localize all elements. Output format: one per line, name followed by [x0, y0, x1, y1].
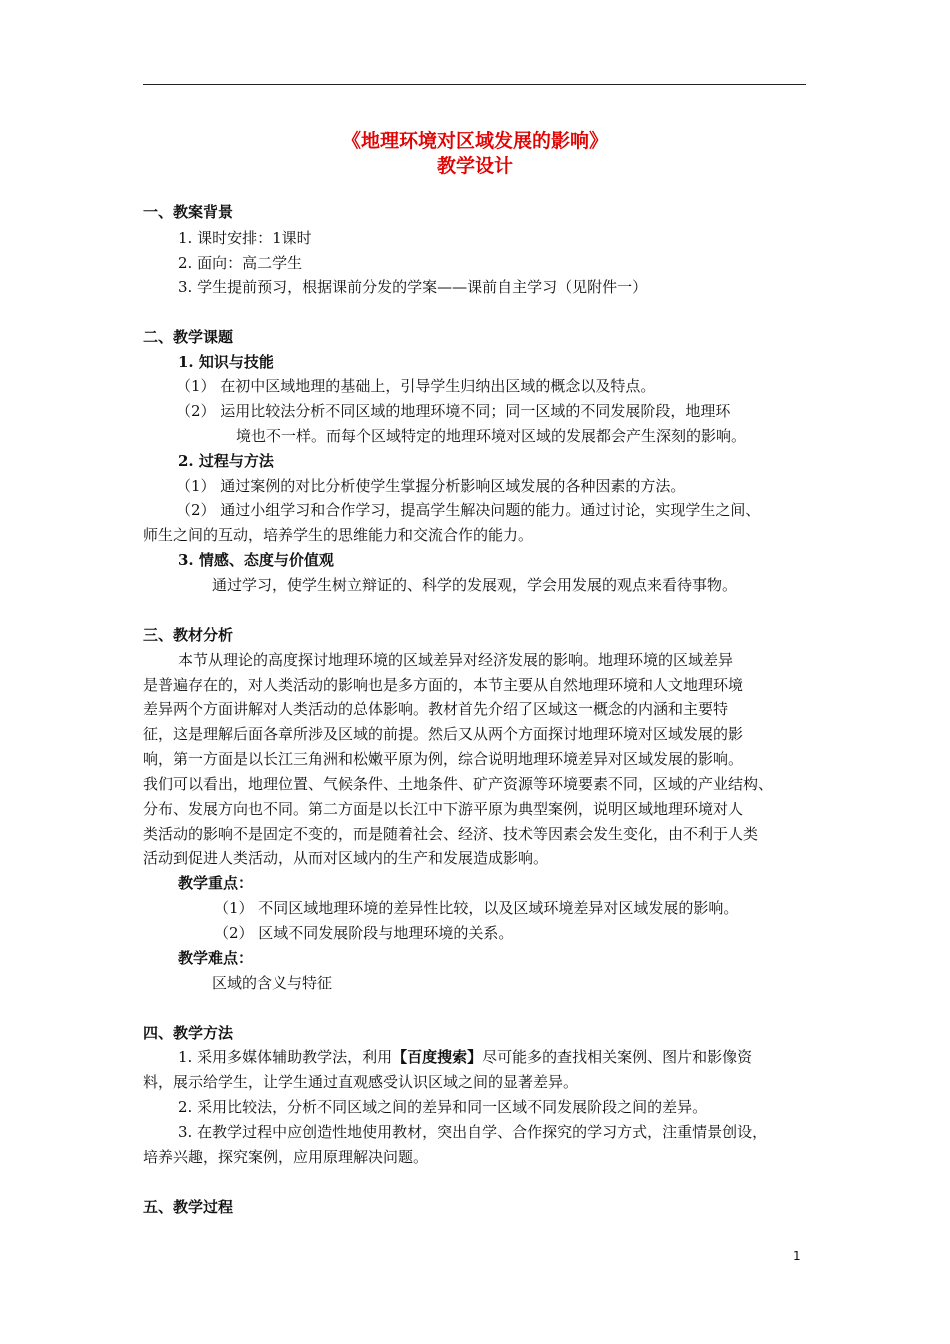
document-title: 《地理环境对区域发展的影响》 [341, 130, 608, 152]
section-2-heading: 二、教学课题 [143, 328, 234, 346]
s2-process-1: （1） 通过案例的对比分析使学生掌握分析影响区域发展的各种因素的方法。 [176, 477, 686, 495]
s1-item-3: 3. 学生提前预习，根据课前分发的学案——课前自主学习（见附件一） [178, 278, 648, 296]
s4-method-1b: 料，展示给学生，让学生通过直观感受认识区域之间的显著差异。 [143, 1073, 579, 1091]
s2-knowledge-2a: （2） 运用比较法分析不同区域的地理环境不同；同一区域的不同发展阶段，地理环 [176, 402, 731, 420]
s4-method-1-pre: 1. 采用多媒体辅助教学法，利用 [178, 1048, 393, 1066]
baidu-search-term: 【百度搜索】 [392, 1048, 483, 1066]
s3-difficulty-label: 教学难点： [178, 949, 254, 967]
s3-para-line-9: 活动到促进人类活动，从而对区域内的生产和发展造成影响。 [143, 849, 549, 867]
s3-para-line-1: 本节从理论的高度探讨地理环境的区域差异对经济发展的影响。地理环境的区域差异 [178, 651, 734, 669]
s2-sub-attitude: 3. 情感、态度与价值观 [178, 551, 334, 569]
page-number: 1 [793, 1249, 801, 1263]
s1-item-2: 2. 面向：高二学生 [178, 254, 303, 272]
s4-method-1a [178, 1047, 752, 1067]
s1-item-1: 1. 课时安排：1课时 [178, 229, 312, 247]
s3-para-line-5: 响，第一方面是以长江三角洲和松嫩平原为例，综合说明地理环境差异对区域发展的影响。 [143, 750, 744, 768]
s4-method-3a: 3. 在教学过程中应创造性地使用教材，突出自学、合作探究的学习方式，注重情景创设， [178, 1123, 768, 1141]
s3-key-point-1: （1） 不同区域地理环境的差异性比较，以及区域环境差异对区域发展的影响。 [214, 899, 739, 917]
s2-process-2b: 师生之间的互动，培养学生的思维能力和交流合作的能力。 [143, 526, 534, 544]
s3-para-line-4: 征，这是理解后面各章所涉及区域的前提。然后又从两个方面探讨地理环境对区域发展的影 [143, 725, 744, 743]
section-1-heading: 一、教案背景 [143, 203, 234, 221]
section-3-heading: 三、教材分析 [143, 626, 234, 644]
s3-para-line-8: 类活动的影响不是固定不变的，而是随着社会、经济、技术等因素会发生变化，由不利于人类 [143, 825, 759, 843]
document-subtitle: 教学设计 [436, 155, 513, 177]
s2-process-2a: （2） 通过小组学习和合作学习，提高学生解决问题的能力。通过讨论，实现学生之间、 [176, 501, 761, 519]
s2-sub-process: 2. 过程与方法 [178, 452, 274, 470]
s3-key-point-2: （2） 区域不同发展阶段与地理环境的关系。 [214, 924, 514, 942]
s4-method-3b: 培养兴趣，探究案例，应用原理解决问题。 [143, 1148, 429, 1166]
header-rule [143, 84, 806, 85]
s3-para-line-2: 是普遍存在的，对人类活动的影响也是多方面的，本节主要从自然地理环境和人文地理环境 [143, 676, 744, 694]
s3-para-line-3: 差异两个方面讲解对人类活动的总体影响。教材首先介绍了区域这一概念的内涵和主要特 [143, 700, 729, 718]
section-5-heading: 五、教学过程 [143, 1198, 234, 1216]
s2-knowledge-2b: 境也不一样。而每个区域特定的地理环境对区域的发展都会产生深刻的影响。 [236, 427, 747, 445]
s3-key-points-label: 教学重点： [178, 874, 254, 892]
s4-method-1-post: 尽可能多的查找相关案例、图片和影像资 [482, 1048, 753, 1066]
s4-method-2: 2. 采用比较法，分析不同区域之间的差异和同一区域不同发展阶段之间的差异。 [178, 1098, 708, 1116]
s3-para-line-6: 我们可以看出，地理位置、气候条件、土地条件、矿产资源等环境要素不同，区域的产业结构、 [143, 775, 774, 793]
s2-attitude-1: 通过学习，使学生树立辩证的、科学的发展观，学会用发展的观点来看待事物。 [212, 576, 738, 594]
s3-para-line-7: 分布、发展方向也不同。第二方面是以长江中下游平原为典型案例，说明区域地理环境对人 [143, 800, 744, 818]
s2-sub-knowledge: 1. 知识与技能 [178, 353, 274, 371]
section-4-heading: 四、教学方法 [143, 1024, 234, 1042]
s3-difficulty-1: 区域的含义与特征 [212, 974, 333, 992]
s2-knowledge-1: （1） 在初中区域地理的基础上，引导学生归纳出区域的概念以及特点。 [176, 377, 656, 395]
